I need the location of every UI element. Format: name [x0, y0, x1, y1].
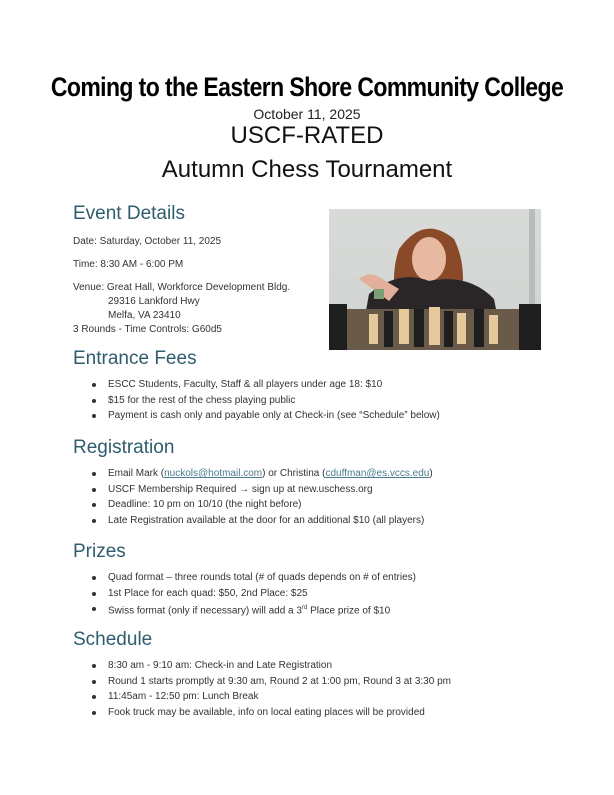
list-item: $15 for the rest of the chess playing public [92, 393, 440, 409]
entrance-fees-list [92, 377, 440, 424]
list-item: Fook truck may be available, info on local eating places will be provided [92, 705, 451, 721]
swiss-suffix: Place prize of $10 [307, 605, 391, 617]
header-college: Coming to the Eastern Shore Community College [50, 71, 564, 102]
list-item: Late Registration available at the door for an additional $10 (all players) [92, 513, 433, 529]
list-item: 8:30 am - 9:10 am: Check-in and Late Registration [92, 658, 451, 674]
prizes-heading: Prizes [73, 541, 126, 562]
email-suffix: ) [429, 468, 433, 479]
list-item [92, 466, 433, 482]
registration-heading: Registration [73, 437, 175, 458]
event-date: Date: Saturday, October 11, 2025 [73, 236, 222, 247]
list-item: Round 1 starts promptly at 9:30 am, Round 2 at 1:00 pm, Round 3 at 3:30 pm [92, 674, 451, 690]
event-venue: Venue: Great Hall, Workforce Development Bldg. [73, 282, 291, 293]
list-item: 1st Place for each quad: $50, 2nd Place: $25 [92, 586, 416, 602]
email-link-christina[interactable]: cduffman@es.vccs.edu [325, 468, 430, 479]
list-item: USCF Membership Required → sign up at new.uschess.org [92, 482, 433, 498]
email-prefix: Email Mark ( [108, 468, 165, 479]
schedule-heading: Schedule [73, 629, 153, 650]
registration-list [92, 466, 433, 528]
entrance-fees-heading: Entrance Fees [73, 348, 197, 369]
list-item: Deadline: 10 pm on 10/10 (the night before) [92, 497, 433, 513]
list-item: 11:45am - 12:50 pm: Lunch Break [92, 689, 451, 705]
event-details-heading: Event Details [73, 203, 185, 224]
email-mid: ) or Christina ( [262, 468, 326, 479]
page-title: Autumn Chess Tournament [161, 156, 453, 183]
list-item: ESCC Students, Faculty, Staff & all players under age 18: $10 [92, 377, 440, 393]
list-item: Payment is cash only and payable only at Check-in (see “Schedule” below) [92, 408, 440, 424]
event-address-street: 29316 Lankford Hwy [108, 296, 200, 307]
header-rated: USCF-RATED [230, 122, 384, 149]
event-rounds: 3 Rounds - Time Controls: G60d5 [73, 324, 222, 335]
swiss-prefix: Swiss format (only if necessary) will add a 3 [108, 605, 302, 617]
chess-player-photo [329, 209, 541, 350]
swiss-superscript: rd [301, 605, 308, 611]
prizes-list [92, 570, 416, 617]
list-item: Quad format – three rounds total (# of quads depends on # of entries) [92, 570, 416, 586]
email-link-mark[interactable]: nuckols@hotmail.com [164, 468, 263, 479]
list-item [92, 601, 416, 617]
event-address-city: Melfa, VA 23410 [108, 310, 181, 321]
schedule-list [92, 658, 451, 720]
header-date: October 11, 2025 [253, 106, 361, 122]
event-time: Time: 8:30 AM - 6:00 PM [73, 259, 184, 270]
chess-player-illustration [329, 209, 541, 350]
